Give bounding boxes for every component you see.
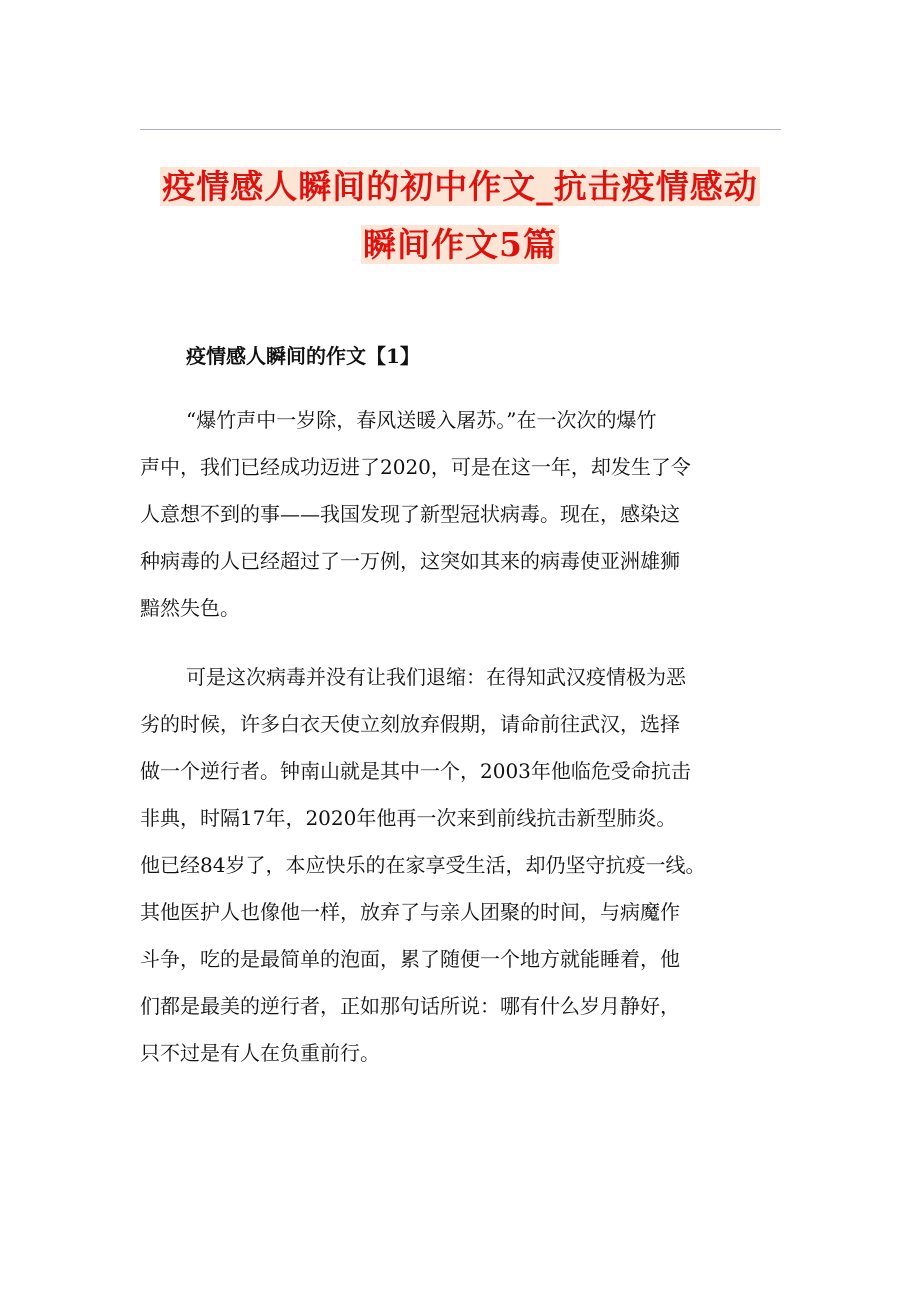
paragraph-line: 人意想不到的事——我国发现了新型冠状病毒。现在，感染这: [140, 502, 680, 526]
paragraph-line: 斗争，吃的是最简单的泡面，累了随便一个地方就能睡着，他: [140, 947, 680, 971]
title-line: [100, 158, 820, 216]
paragraph-line: 种病毒的人已经超过了一万例，这突如其来的病毒使亚洲雄狮: [140, 549, 680, 573]
title-line: [100, 216, 820, 274]
document-title: [100, 158, 820, 274]
paragraph-line: “爆竹声中一岁除，春风送暖入屠苏。”在一次次的爆竹: [186, 408, 657, 432]
header-divider: [140, 129, 781, 130]
title-line-text: 瞬间作文5篇: [363, 225, 557, 264]
paragraph-line: 劣的时候，许多白衣天使立刻放弃假期，请命前往武汉，选择: [140, 712, 680, 736]
paragraph-line: 其他医护人也像他一样，放弃了与亲人团聚的时间，与病魔作: [140, 900, 680, 924]
paragraph: [140, 654, 800, 1077]
paragraph-line: 做一个逆行者。钟南山就是其中一个，2003年他临危受命抗击: [140, 759, 691, 783]
paragraph-line: 声中，我们已经成功迈进了2020，可是在这一年，却发生了令: [140, 455, 691, 479]
paragraph: [140, 397, 800, 632]
paragraph-line: 们都是最美的逆行者，正如那句话所说：哪有什么岁月静好，: [140, 994, 680, 1018]
paragraph-line: 他已经84岁了，本应快乐的在家享受生活，却仍坚守抗疫一线。: [140, 853, 706, 877]
paragraph-line: 黯然失色。: [140, 596, 240, 620]
section-heading: 疫情感人瞬间的作文【1】: [186, 344, 420, 368]
paragraph-line: 只不过是有人在负重前行。: [140, 1041, 380, 1065]
paragraph-line: 非典，时隔17年，2020年他再一次来到前线抗击新型肺炎。: [140, 806, 677, 830]
paragraph-line: 可是这次病毒并没有让我们退缩：在得知武汉疫情极为恶: [186, 665, 686, 689]
title-line-text: 疫情感人瞬间的初中作文_抗击疫情感动: [162, 167, 758, 206]
